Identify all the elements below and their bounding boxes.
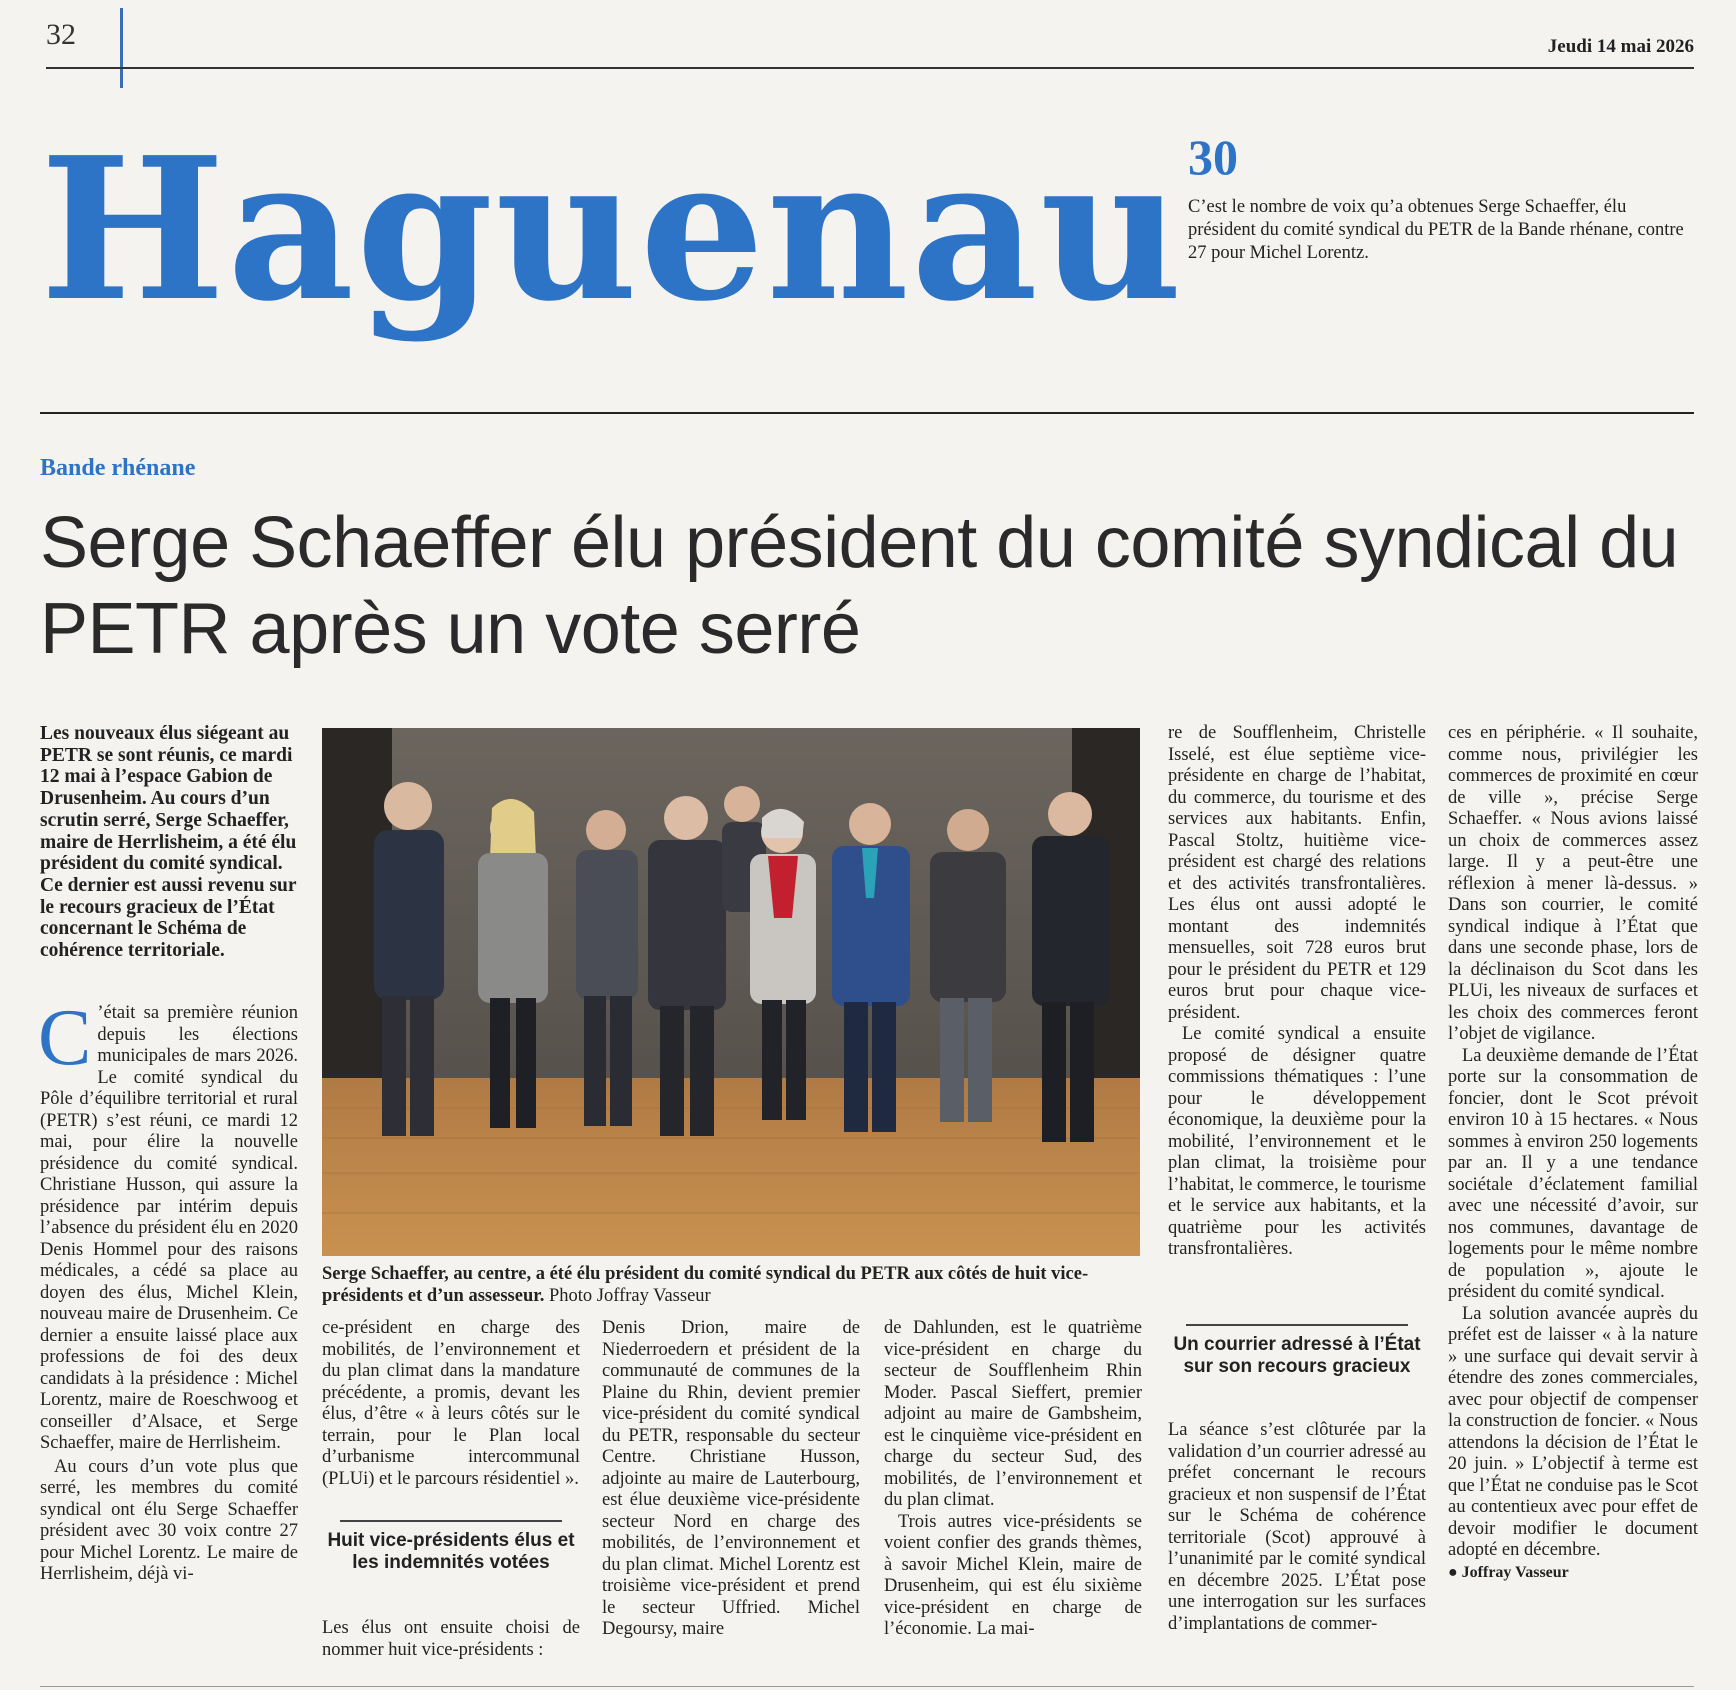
column-4-paragraph-1: de Dahlunden, est le quatrième vice-président en charge du secteur de Soufflenheim Rhin Moder. Pascal Sieffert, premier adjoint au maire de Gambsheim, est le cinquième vice-président en charge du secteur Sud, des mobilités, de l’environnement et du plan climat. <box>884 1318 1142 1510</box>
article-column-5 <box>1168 723 1426 1261</box>
drop-cap: C <box>38 994 92 1082</box>
column-4-paragraph-2: Trois autres vice-présidents se voient confier des grands thèmes, à savoir Michel Klein, maire de Drusenheim, qui est élu sixième vice-président en charge de l’économie. La mai- <box>884 1511 1142 1639</box>
column-6-paragraph-2: La deuxième demande de l’État porte sur la consommation de foncier, dont le Scot prévoit environ 10 à 15 hectares. « Nous sommes à environ 250 logements par an. Il y a une tendance sociétale d’éclatement familial avec une nécessité d’avoir, sur nos communes, davantage de logements pour le même nombre de population », ajoute le président du comité syndical. <box>1448 1045 1698 1302</box>
article-column-3: Denis Drion, maire de Niederroedern et président de la communauté de communes de la Plaine du Rhin, devient premier vice-président du comité syndical du PETR, responsable du secteur Centre. Christiane Husson, adjointe au maire de Lauterbourg, est élue deuxième vice-présidente secteur Nord en charge des mobilités, de l’environnement et du plan climat. Michel Lorentz est troisième vice-président et prend le secteur Uffried. Michel Degoursy, maire <box>602 1318 860 1639</box>
article-photo <box>322 728 1140 1256</box>
article-column-5-continued: La séance s’est clôturée par la validation d’un courrier adressé au préfet concernant le recours gracieux et non suspensif de l’État sur le Schéma de cohérence territoriale (Scot) approuvé à l’unanimité par le comité syndical en décembre 2025. L’État pose une interrogation sur les surfaces d’implantations de commer- <box>1168 1420 1426 1634</box>
group-photo-illustration <box>322 728 1140 1256</box>
column-1-paragraph-1: ’était sa première réunion depuis les élections municipales de mars 2026. Le comité syndical du Pôle d’équilibre territorial et rural (PETR) s’est réuni, ce mardi 12 mai, pour élire la nouvelle présidence du comité syndical. Christiane Husson, qui assure la présidence par intérim depuis l’absence du président élu en 2020 Denis Hommel pour des raisons médicales, a cédé sa place au doyen des élus, Michel Klein, nouveau maire de Drusenheim. Ce dernier a ensuite laissé place aux professions de foi des deux candidats à la présidence : Michel Lorentz, maire de Roeschwoog et conseiller d’Alsace, et Serge Schaeffer, maire de Herrlisheim. <box>40 1003 298 1453</box>
header-divider-vertical <box>120 8 123 88</box>
header-rule <box>46 67 1694 69</box>
column-6-paragraph-1: ces en périphérie. « Il souhaite, comme nous, privilégier les commerces de proximité en cœur de ville », précise Serge Schaeffer. « Nous avions laissé un choix de commerces assez large. Il y a peut-être une réflexion à mener là-dessus. » Dans son courrier, le comité syndical indique à l’État que dans une seconde phase, lors de la déclinaison du Scot dans les PLUi, les niveaux de surfaces et les choix des commerces feront l’objet de vigilance. <box>1448 723 1698 1044</box>
page-number: 32 <box>46 18 76 51</box>
article-column-1 <box>38 994 298 1586</box>
column-5-paragraph-1: re de Soufflenheim, Christelle Isselé, est élue septième vice-présidente en charge de l’habitat, du commerce, du tourisme et des services aux habitants. Enfin, Pascal Stoltz, huitième vice-président est chargé des relations et des activités transfrontalières. Les élus ont aussi adopté le montant des indemnités mensuelles, soit 728 euros brut pour le président du PETR et 129 euros brut pour chaque vice-président. <box>1168 723 1426 1023</box>
article-byline: ● Joffray Vasseur <box>1448 1563 1569 1581</box>
section-title-city: Haguenau <box>40 115 1185 345</box>
article-headline: Serge Schaeffer élu président du comité syndical du PETR après un vote serré <box>40 503 1679 669</box>
article-column-4 <box>884 1318 1142 1641</box>
article-column-6 <box>1448 723 1698 1583</box>
photo-credit: Photo Joffray Vasseur <box>549 1285 711 1306</box>
article-kicker: Bande rhénane <box>40 455 196 481</box>
article-lead: Les nouveaux élus siégeant au PETR se sont réunis, ce mardi 12 mai à l’espace Gabion de Drusenheim. Au cours d’un scrutin serré, Serge Schaeffer, maire de Herrlisheim, a été élu président du comité syndical. Ce dernier est aussi revenu sur le recours gracieux de l’État concernant le Schéma de cohérence territoriale. <box>40 723 297 962</box>
subhead-courrier: Un courrier adressé à l’État sur son recours gracieux <box>1173 1334 1421 1377</box>
subhead-vice-presidents: Huit vice-présidents élus et les indemnités votées <box>327 1530 575 1573</box>
stat-number: 30 <box>1188 129 1238 185</box>
issue-date: Jeudi 14 mai 2026 <box>1547 36 1694 57</box>
section-rule <box>40 412 1694 414</box>
photo-caption-text: Serge Schaeffer, au centre, a été élu président du comité syndical du PETR aux côtés de huit vice-présidents et d’un assesseur. <box>322 1264 1089 1306</box>
column-6-paragraph-3: La solution avancée auprès du préfet est de laisser « à la nature » une surface qui devait servir à étendre des zones commerciales, avec pour objectif de compenser la construction de foncier. « Nous attendons la décision de l’État le 20 juin. » L’objectif à terme est que l’État ne conduise pas le Scot au contentieux avec pour effet de devoir modifier le document adopté en décembre. <box>1448 1303 1698 1560</box>
column-5-paragraph-2: Le comité syndical a ensuite proposé de désigner quatre commissions thématiques : l’une pour le développement économique, la deuxième pour la mobilité, l’environnement et le plan climat, la troisième pour l’habitat, le commerce, le tourisme et le service aux habitants, et la quatrième pour les activités transfrontalières. <box>1168 1024 1426 1259</box>
bottom-rule <box>40 1686 1694 1687</box>
column-1-paragraph-2: Au cours d’un vote plus que serré, les membres du comité syndical ont élu Serge Schaeffer président avec 30 voix contre 27 pour Michel Lorentz. Le maire de Herrlisheim, déjà vi- <box>40 1456 298 1584</box>
subhead-2-rule <box>1186 1324 1408 1326</box>
stat-description: C’est le nombre de voix qu’a obtenues Serge Schaeffer, élu président du comité syndical du PETR de la Bande rhénane, contre 27 pour Michel Lorentz. <box>1188 197 1684 263</box>
subhead-1-rule <box>340 1520 562 1522</box>
photo-caption <box>322 1264 1140 1307</box>
article-column-2-continued: Les élus ont ensuite choisi de nommer huit vice-présidents : <box>322 1618 580 1660</box>
article-column-2: ce-président en charge des mobilités, de l’environnement et du plan climat dans la mandature précédente, a promis, devant les élus, d’être « à leurs côtés sur le terrain, pour le Plan local d’urbanisme intercommunal (PLUi) et le parcours résidentiel ». <box>322 1318 580 1489</box>
